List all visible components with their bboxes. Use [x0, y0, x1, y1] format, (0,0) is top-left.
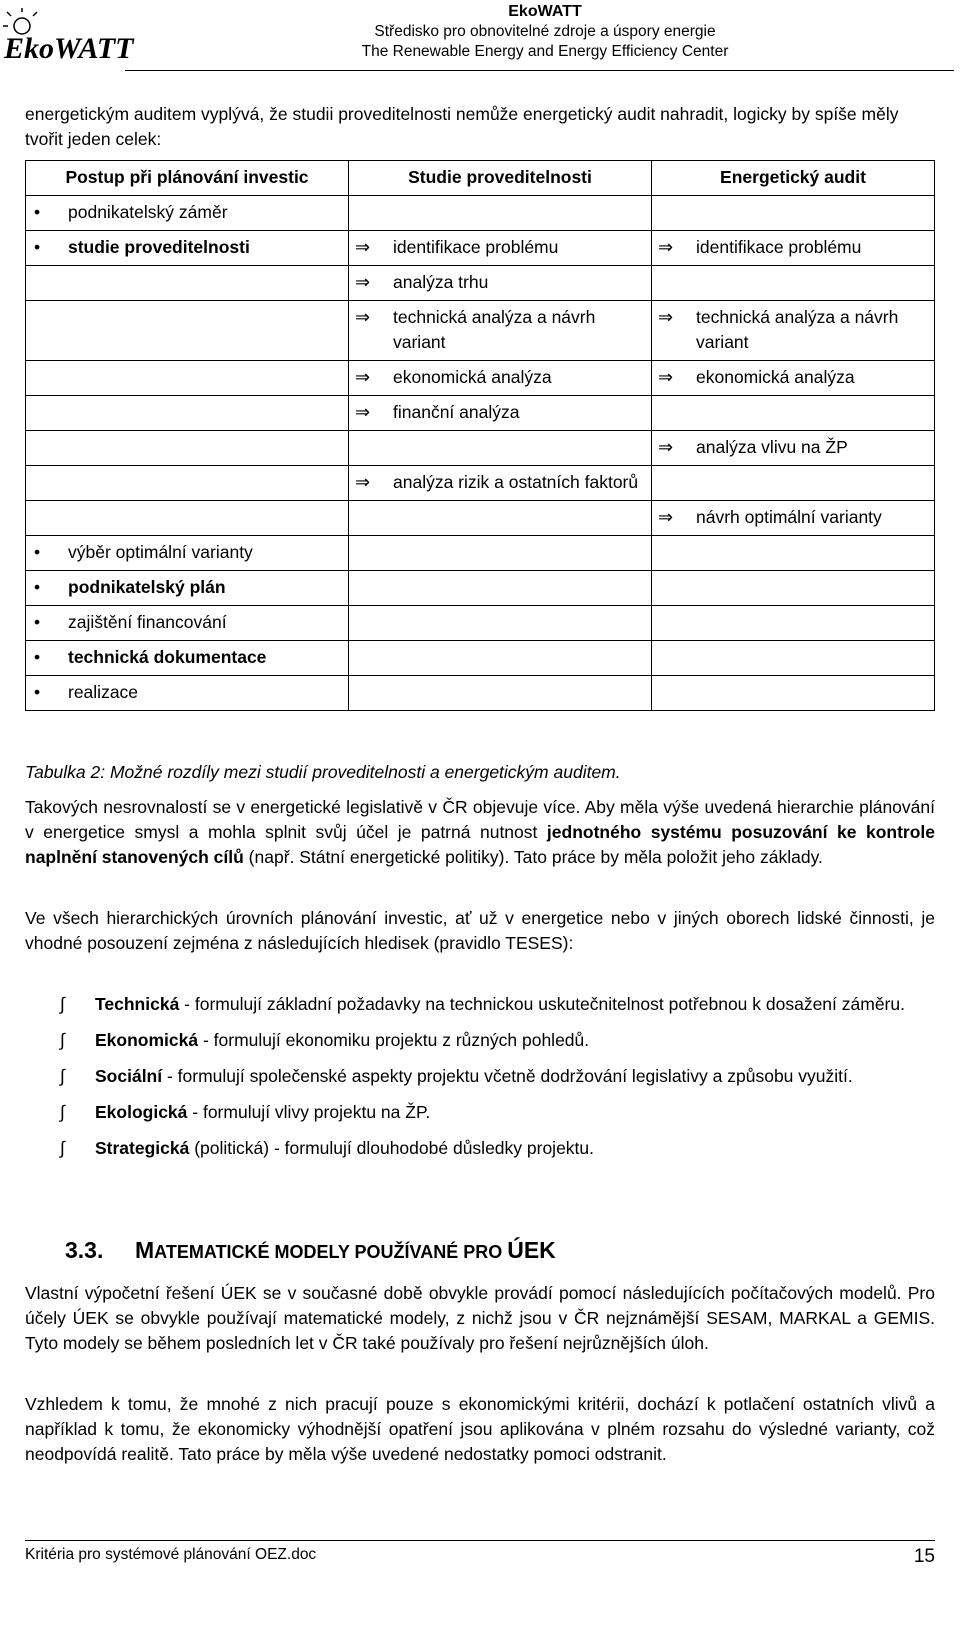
cell-text: návrh optimální varianty: [696, 507, 882, 527]
table-cell: [349, 266, 652, 301]
table-row: [26, 301, 935, 361]
table-cell: [26, 431, 349, 466]
table-cell: [26, 571, 349, 606]
table-cell: [349, 466, 652, 501]
table-cell: [26, 606, 349, 641]
table-cell: [349, 641, 652, 676]
emphasis-text: jednotného systému posuzování ke kontrole naplnění stanovených cílů: [25, 822, 935, 867]
page-header: [0, 0, 960, 72]
double-arrow-icon: ⇒: [355, 237, 371, 257]
bullet-icon: •: [34, 237, 41, 257]
org-name: EkoWATT: [508, 3, 582, 20]
table-cell: [26, 301, 349, 361]
cell-text: studie proveditelnosti: [68, 237, 250, 257]
table-body: [26, 196, 935, 711]
ekowatt-logo: [2, 8, 134, 68]
cell-text: technická analýza a návrh variant: [696, 307, 899, 352]
header-text: [330, 2, 760, 62]
footer-filename: Kritéria pro systémové plánování OEZ.doc: [25, 1546, 317, 1563]
table-cell: [349, 606, 652, 641]
cell-text: identifikace problému: [393, 237, 559, 257]
table-cell: [349, 196, 652, 231]
page-number: 15: [913, 1546, 935, 1567]
cell-text: podnikatelský záměr: [68, 202, 228, 222]
table-row: [26, 361, 935, 396]
integral-icon: ∫: [60, 1102, 65, 1122]
double-arrow-icon: ⇒: [355, 472, 371, 492]
table-cell: [26, 536, 349, 571]
list-item: [60, 1028, 935, 1053]
table-cell: [652, 466, 935, 501]
cell-text: realizace: [68, 682, 139, 702]
table-row: [26, 606, 935, 641]
table-cell: [652, 571, 935, 606]
cell-text: analýza vlivu na ŽP: [696, 437, 848, 457]
table-cell: [349, 431, 652, 466]
double-arrow-icon: ⇒: [658, 367, 674, 387]
integral-icon: ∫: [60, 994, 65, 1014]
cell-text: zajištění financování: [68, 612, 227, 632]
paragraph-economics: Vzhledem k tomu, že mnohé z nich pracují pouze s ekonomickými kritérii, dochází k potlačení ostatních vlivů a například k tomu, že ekonomicky výhodnější opatření jsou aplikována v plném rozsahu do výsledné varianty, což neodpovídá realitě. Tato práce by měla výše uvedené nedostatky pomoci odstranit.: [25, 1394, 935, 1464]
cell-text: podnikatelský plán: [68, 577, 226, 597]
table-cell: [652, 501, 935, 536]
logo-text: EkoWATT: [4, 32, 134, 65]
table-cell: [26, 361, 349, 396]
table-cell: [652, 301, 935, 361]
cell-text: technická analýza a návrh variant: [393, 307, 596, 352]
table-row: [26, 231, 935, 266]
table-cell: [349, 571, 652, 606]
table-header-cell: Postup při plánování investic: [26, 161, 349, 196]
cell-text: analýza rizik a ostatních faktorů: [393, 472, 639, 492]
cell-text: finanční analýza: [393, 402, 520, 422]
criterion-text: Sociální - formulují společenské aspekty projektu včetně dodržování legislativy a způsobu využití.: [95, 1066, 853, 1086]
table-row: [26, 196, 935, 231]
table-cell: [26, 231, 349, 266]
list-item: [60, 992, 935, 1017]
double-arrow-icon: ⇒: [355, 272, 371, 292]
section-number: 3.3.: [65, 1237, 104, 1263]
section-heading: 3.3. MATEMATICKÉ MODELY POUŽÍVANÉ PRO ÚEK: [65, 1237, 556, 1263]
intro-paragraph: energetickým auditem vyplývá, že studii proveditelnosti nemůže energetický audit nahradit, logicky by spíše měly tvořit jeden celek:: [25, 104, 899, 149]
comparison-table: [25, 160, 935, 711]
table-header-cell: Energetický audit: [652, 161, 935, 196]
table-cell: [26, 396, 349, 431]
table-cell: [652, 266, 935, 301]
table-cell: [26, 676, 349, 711]
table-cell: [652, 676, 935, 711]
bullet-icon: •: [34, 612, 41, 632]
criteria-list: [60, 992, 935, 1172]
table-cell: [349, 301, 652, 361]
bullet-icon: •: [34, 682, 41, 702]
double-arrow-icon: ⇒: [355, 402, 371, 422]
table-cell: [652, 606, 935, 641]
double-arrow-icon: ⇒: [355, 367, 371, 387]
criterion-text: Ekonomická - formulují ekonomiku projektu z různých pohledů.: [95, 1030, 590, 1050]
table-cell: [349, 361, 652, 396]
list-item: [60, 1064, 935, 1089]
bullet-icon: •: [34, 542, 41, 562]
table-cell: [349, 676, 652, 711]
criterion-text: Strategická (politická) - formulují dlouhodobé důsledky projektu.: [95, 1138, 595, 1158]
page-footer: [25, 1540, 935, 1567]
table-row: [26, 431, 935, 466]
table-row: [26, 501, 935, 536]
table-cell: [26, 501, 349, 536]
table-row: [26, 396, 935, 431]
table-header-cell: Studie proveditelnosti: [349, 161, 652, 196]
bullet-icon: •: [34, 647, 41, 667]
table-cell: [652, 231, 935, 266]
table-cell: [349, 501, 652, 536]
double-arrow-icon: ⇒: [658, 507, 674, 527]
cell-text: výběr optimální varianty: [68, 542, 253, 562]
table-cell: [652, 641, 935, 676]
table-cell: [349, 231, 652, 266]
paragraph-legislation: Takových nesrovnalostí se v energetické legislativě v ČR objevuje více. Aby měla výše uvedená hierarchie plánování v energetice smysl a mohla splnit svůj účel je patrná nutnost jednotného systému posuzování ke kontrole naplnění stanovených cílů (např. Státní energetické politiky). Tato práce by měla položit jeho základy.: [25, 797, 935, 867]
org-subtitle-en: The Renewable Energy and Energy Efficiency Center: [361, 43, 729, 60]
cell-text: analýza trhu: [393, 272, 489, 292]
org-subtitle-cz: Středisko pro obnovitelné zdroje a úspory energie: [374, 23, 716, 40]
table-cell: [26, 196, 349, 231]
list-item: [60, 1136, 935, 1161]
table-cell: [26, 466, 349, 501]
bullet-icon: •: [34, 202, 41, 222]
table-cell: [652, 361, 935, 396]
list-item: [60, 1100, 935, 1125]
table-caption: Tabulka 2: Možné rozdíly mezi studií proveditelnosti a energetickým auditem.: [25, 762, 621, 782]
table-cell: [349, 536, 652, 571]
cell-text: technická dokumentace: [68, 647, 267, 667]
table-cell: [652, 196, 935, 231]
cell-text: ekonomická analýza: [393, 367, 552, 387]
integral-icon: ∫: [60, 1138, 65, 1158]
table-row: [26, 466, 935, 501]
table-row: [26, 641, 935, 676]
paragraph-teses: Ve všech hierarchických úrovních plánování investic, ať už v energetice nebo v jiných oborech lidské činnosti, je vhodné posouzení zejména z následujících hledisek (pravidlo TESES):: [25, 908, 935, 953]
double-arrow-icon: ⇒: [355, 307, 371, 327]
table-header-row: [26, 161, 935, 196]
integral-icon: ∫: [60, 1066, 65, 1086]
bullet-icon: •: [34, 577, 41, 597]
table-row: [26, 676, 935, 711]
table-cell: [652, 431, 935, 466]
table-row: [26, 571, 935, 606]
table-cell: [349, 396, 652, 431]
double-arrow-icon: ⇒: [658, 437, 674, 457]
cell-text: identifikace problému: [696, 237, 862, 257]
integral-icon: ∫: [60, 1030, 65, 1050]
criterion-text: Technická - formulují základní požadavky na technickou uskutečnitelnost potřebnou k dosažení záměru.: [95, 994, 905, 1014]
table-cell: [26, 641, 349, 676]
double-arrow-icon: ⇒: [658, 237, 674, 257]
table-cell: [652, 396, 935, 431]
table-cell: [26, 266, 349, 301]
double-arrow-icon: ⇒: [658, 307, 674, 327]
table-row: [26, 266, 935, 301]
cell-text: ekonomická analýza: [696, 367, 855, 387]
table-cell: [652, 536, 935, 571]
criterion-text: Ekologická - formulují vlivy projektu na ŽP.: [95, 1102, 431, 1122]
header-divider: [125, 70, 954, 71]
paragraph-models: Vlastní výpočetní řešení ÚEK se v současné době obvykle provádí pomocí následujících počítačových modelů. Pro účely ÚEK se obvykle používají matematické modely, z nichž jsou v ČR nejznámější SESAM, MARKAL a GEMIS. Tyto modely se během posledních let v ČR také používaly pro řešení nejrůznějších úloh.: [25, 1283, 935, 1353]
table-row: [26, 536, 935, 571]
